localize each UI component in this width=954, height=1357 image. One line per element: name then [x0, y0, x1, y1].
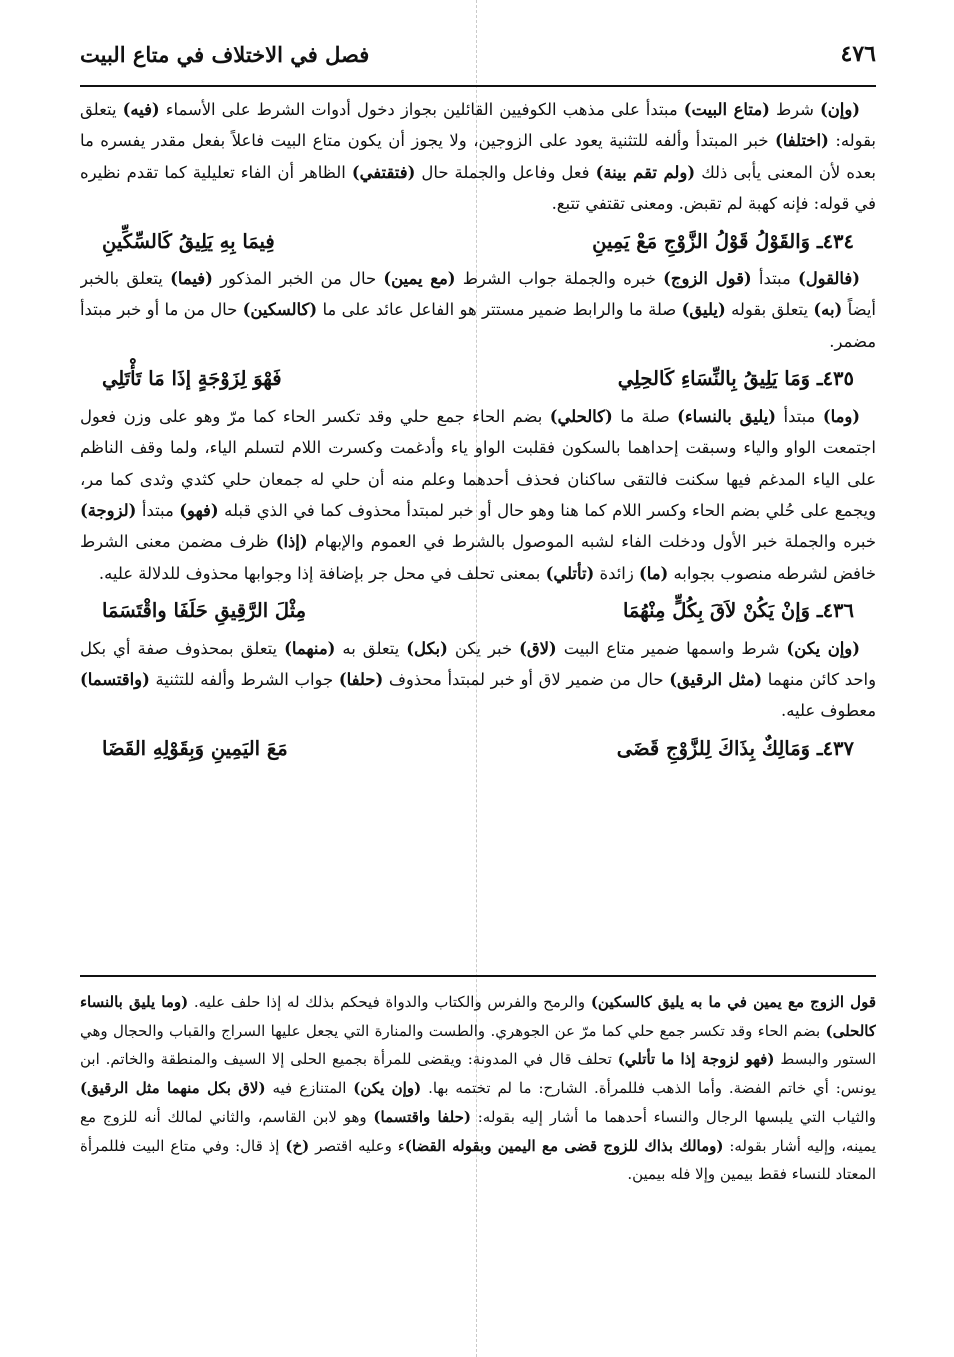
commentary-term: (فيما): [170, 269, 213, 289]
commentary-term: (يليق): [681, 300, 726, 320]
commentary-term: (وما): [822, 407, 861, 427]
footnote-term: (ومالك بذاك للزوج قضى مع اليمين وبقوله القضا): [404, 1136, 724, 1155]
commentary-text: مبتدأ: [776, 407, 823, 427]
footnote-rule: [80, 975, 876, 977]
footnote-text: بضم الحاء وقد تكسر جمع حلي كما مرّ عن الجوهري. والطست والمنارة التي يجعل عليها السراج والقباب والحجال وهي الستور والبسط: [80, 1021, 876, 1069]
verse-first-hemistich: ٤٣٤ـ وَالقَوْلُ قَوْلُ الزَّوْجِ مَعْ يَمِينِ: [592, 229, 854, 253]
commentary-term: (اختلفا): [775, 131, 829, 151]
commentary-text: مبتدأ: [751, 269, 798, 289]
commentary-text: ظرف مضمن معنى الشرط خافض لشرطه منصوب بجوابه: [80, 532, 876, 583]
commentary-text: يتعلق بمحذوف صفة أي بكل واحد كائن منهما: [80, 638, 876, 690]
running-title: فصل في الاختلاف في متاع البيت: [80, 41, 370, 67]
commentary-term: (تأتلي): [545, 563, 595, 583]
commentary-text: زائدة: [594, 563, 639, 583]
footnote-text: إذ قال: وفي متاع البيت فللمرأة المعتاد للنساء فقط بيمين وإلا فله بيمين.: [80, 1136, 876, 1184]
commentary-term: (مع يمين): [383, 269, 456, 289]
commentary-term: (فتقتفي): [351, 162, 416, 182]
verse-436: [80, 589, 876, 633]
footnote-text: المتنازع فيه: [265, 1079, 354, 1098]
commentary-paragraph: [80, 263, 876, 357]
commentary-text: فعل وفاعل والجملة حال: [415, 162, 596, 182]
footnote-paragraph: [80, 988, 876, 1189]
footnote-term: (لاق بكل منهما مثل الرقيق): [80, 1079, 266, 1098]
commentary-text: شرط واسمها ضمير متاع البيت: [556, 638, 787, 658]
commentary-term: (وإن): [819, 100, 860, 119]
commentary-text: شرط: [769, 100, 820, 119]
commentary-text: خبر يكن: [447, 638, 520, 658]
commentary-text: معطوف عليه.: [781, 701, 876, 721]
commentary-term: (حلفا): [338, 670, 384, 690]
commentary-term: (إذا): [275, 532, 308, 552]
footnote-text: ء وعليه اقتصر: [309, 1136, 405, 1155]
commentary-text: بضم الحاء جمع حلي وقد تكسر الحاء كما مرّ وهو على وزن فعول اجتمعت الواو والياء وسبقت إحداهما بالسكون فقلبت الواو ياء وأدغمت وكسرت اللام لتسلم الياء، ولما وقف الناظم على الياء المدغم فيها سكنت فالتقى ساكنان فحذف أحدهما وعلم منه أن حلي له جمعان حلي كثدي وثدى كما مر، ويجمع على حُلي بضم الحاء وكسر اللام كما هنا وهو حال أو خبر لمبتدأ محذوف كما في الذي قبله: [80, 407, 876, 520]
commentary-paragraph: [80, 401, 876, 589]
verse-second-hemistich: فِيمَا بِهِ يَلِيقُ كَالسِّكِّينِ: [102, 229, 275, 253]
commentary-paragraph: [80, 633, 876, 727]
verse-first-hemistich: ٤٣٧ـ وَمَالِكٌ بِذَاكَ لِلزَّوْجِ قَضَى: [616, 737, 854, 761]
commentary-text: مبتدأ: [136, 500, 180, 520]
commentary-paragraph: [80, 94, 876, 219]
commentary-term: (فالقول): [798, 269, 861, 289]
commentary-text: يتعلق به: [335, 638, 407, 658]
commentary-term: (لزوجة): [80, 500, 137, 520]
commentary-text: صلة ما: [612, 407, 678, 427]
verse-second-hemistich: مَعَ اليَمِينِ وَبِقَوْلِهِ القَضَا: [102, 737, 288, 761]
footnote-text: والثياب التي يلبسها الرجال والنساء أحدهما ما أشار إليه بقوله:: [470, 1107, 876, 1126]
commentary-term: (فيه): [122, 100, 160, 119]
commentary-text: مبتدأ على مذهب الكوفيين القائلين بجواز دخول أدوات الشرط على الأسماء: [159, 100, 684, 119]
commentary-text: يتعلق بالخبر أيضاً: [80, 269, 876, 320]
footnote-term: قول الزوج مع يمين في ما به يليق كالسكين): [590, 993, 876, 1011]
verse-first-hemistich: ٤٣٥ـ وَمَا يَلِيقُ بِالنِّسَاءِ كَالحِلِي: [617, 367, 854, 391]
commentary-term: (يليق بالنساء): [677, 407, 777, 427]
verse-second-hemistich: فَهْوَ لِزَوْجَةٍ إذَا مَا تَأْتَلِي: [102, 367, 282, 391]
footnote-term: (فهو لزوجة إذا ما تأتلي): [617, 1050, 775, 1069]
commentary-term: (قول الزوج): [663, 269, 752, 289]
commentary-text: صلة ما والرابط ضمير مستتر هو الفاعل عائد على ما: [317, 300, 682, 320]
commentary-term: (منهما): [284, 638, 336, 658]
commentary-text: بمعنى تحلف في محل جر بإضافة إذا وجوابها محذوف للدلالة عليه.: [98, 563, 546, 583]
commentary-term: (فهو): [179, 500, 219, 520]
footnote-term: (وما يليق بالنساء كالحلى): [80, 993, 876, 1040]
commentary-term: (كالحلي): [549, 407, 613, 427]
footnote-term: (خ): [285, 1136, 310, 1155]
commentary-term: (به): [813, 300, 843, 320]
commentary-text: حال من الخبر المذكور: [212, 269, 384, 289]
page-header: [80, 32, 876, 76]
commentary-term: (بكل): [406, 638, 448, 658]
commentary-term: (ولم تقم بينة): [595, 162, 696, 182]
footnote-term: (وإن يكن): [353, 1079, 422, 1098]
commentary-text: جواب الشرط وألفه للتثنية: [149, 670, 339, 690]
commentary-term: (ما): [638, 563, 669, 583]
commentary-text: حال من ضمير لاق أو خبر لمبتدأ محذوف: [383, 670, 670, 690]
commentary-text: حال من ما أو خبر مبتدأ مضمر.: [80, 300, 876, 351]
verse-435: [80, 357, 876, 401]
commentary-text: يتعلق بقوله: [725, 300, 814, 320]
header-rule: [80, 85, 876, 87]
commentary-text: خبر المبتدأ وألفه للتثنية يعود على الزوجين، ولا يجوز أن يكون متاع البيت فاعلاً بفعل مقدر يفسره ما بعده لأن المعنى يأبى ذلك: [80, 131, 876, 182]
page-number: ٤٧٦: [840, 41, 876, 67]
verse-434: [80, 219, 876, 263]
footnote-text: تحلف قال في المدونة: ويقضى للمرأة بجميع الحلى إلا السيف والمنطقة والخاتم. ابن يونس: أي خاتم الفضة. وأما الذهب فللمرأة. الشارح: ما لم تختمه بها.: [80, 1050, 876, 1098]
main-text: [80, 94, 876, 964]
verse-second-hemistich: مِثْلَ الرَّقِيقِ حَلَفَا واقْتَسَمَا: [102, 599, 307, 623]
commentary-text: خبره والجملة خبر الأول ودخلت الفاء لشبه الموصول بالشرط في العموم والإبهام: [307, 532, 876, 552]
commentary-term: (متاع البيت): [683, 100, 770, 119]
commentary-term: (واقتسما): [80, 670, 150, 690]
commentary-text: يتعلق بقوله:: [80, 100, 876, 151]
commentary-term: (لاق): [519, 638, 557, 658]
commentary-text: الظاهر أن الفاء تعليلية كما تقدم نظيره في قوله: فإنه كهبة لم تقبض. ومعنى تقتفي تتبع.: [80, 162, 876, 213]
footnote-text: والرمح والفرس والكتاب والدواة فيحكم بذلك له إذا حلف عليه.: [188, 993, 591, 1011]
footnote-section: [80, 988, 876, 1328]
commentary-term: (وإن يكن): [786, 638, 860, 658]
commentary-text: خبره والجملة جواب الشرط: [455, 269, 664, 289]
commentary-term: (كالسكين): [242, 300, 318, 320]
verse-437: [80, 727, 876, 771]
footnote-text: وهو لابن القاسم، والثاني لمالك أنه للزوج مع يمينه، وإليه أشار بقوله:: [80, 1107, 876, 1155]
footnote-term: (حلفا واقتسما): [373, 1107, 471, 1126]
commentary-term: (مثل الرقيق): [669, 670, 763, 690]
verse-first-hemistich: ٤٣٦ـ وَإنْ يَكُنْ لاَقَ بِكُلٍّ مِنْهُمَا: [622, 599, 854, 623]
